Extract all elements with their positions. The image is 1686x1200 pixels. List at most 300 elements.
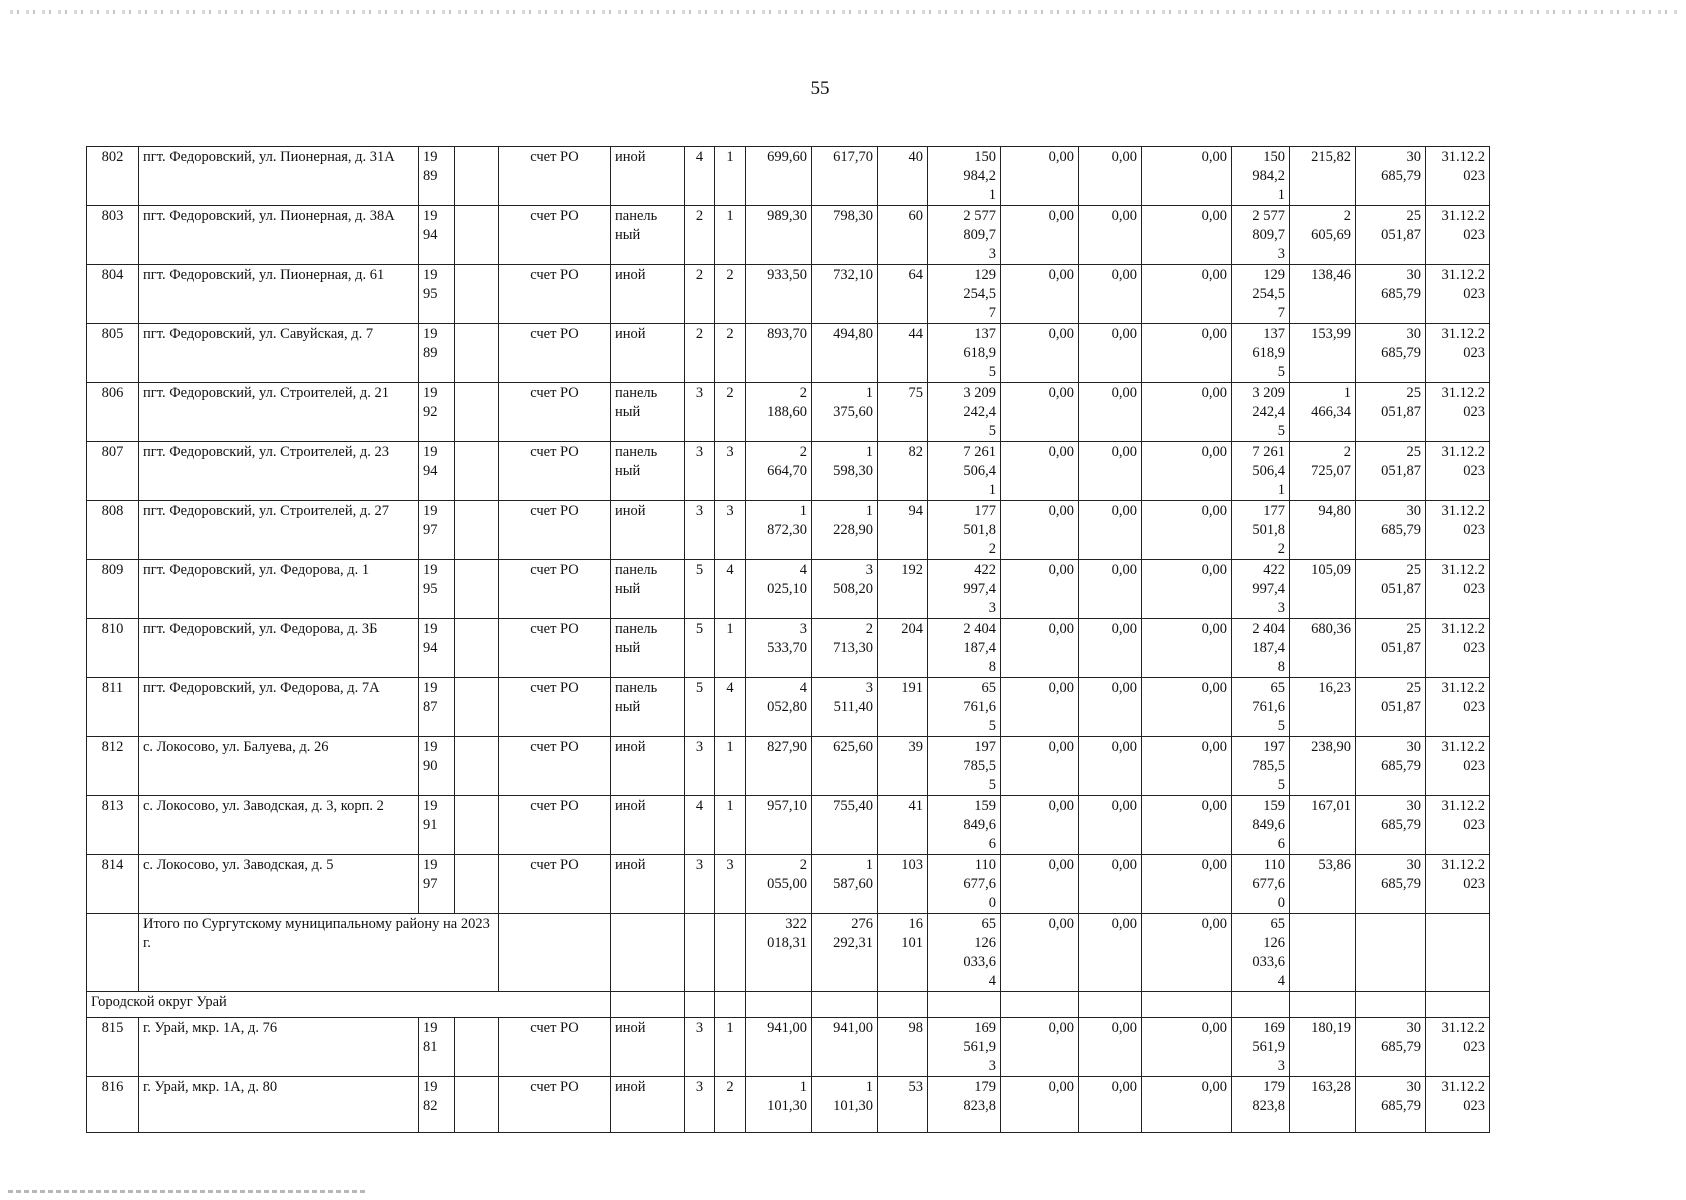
total-fund: 65 126 033,6 4 bbox=[1232, 914, 1290, 992]
owners-fund-cell: 110 677,6 0 bbox=[1232, 855, 1290, 914]
fund-3-cell: 0,00 bbox=[1142, 855, 1232, 914]
fund-2-cell: 0,00 bbox=[1079, 147, 1142, 206]
fund-method-cell: счет РО bbox=[499, 147, 611, 206]
address-cell: с. Локосово, ул. Балуева, д. 26 bbox=[139, 737, 419, 796]
cost-per-sqm-cell: 1 466,34 bbox=[1290, 383, 1356, 442]
fund-2-cell: 0,00 bbox=[1079, 737, 1142, 796]
owners-fund-cell: 3 209 242,4 5 bbox=[1232, 383, 1290, 442]
floors-cell: 2 bbox=[685, 324, 715, 383]
owners-fund-cell: 2 404 187,4 8 bbox=[1232, 619, 1290, 678]
residents-cell: 98 bbox=[878, 1018, 928, 1077]
residents-cell: 82 bbox=[878, 442, 928, 501]
fund-1-cell: 0,00 bbox=[1001, 737, 1079, 796]
repair-cost-cell: 2 404 187,4 8 bbox=[928, 619, 1001, 678]
fund-3-cell: 0,00 bbox=[1142, 560, 1232, 619]
fund-1-cell: 0,00 bbox=[1001, 1018, 1079, 1077]
total-area-cell: 957,10 bbox=[746, 796, 812, 855]
address-cell: пгт. Федоровский, ул. Строителей, д. 27 bbox=[139, 501, 419, 560]
fund-2-cell: 0,00 bbox=[1079, 501, 1142, 560]
cost-per-sqm-cell: 215,82 bbox=[1290, 147, 1356, 206]
housing-register-table bbox=[86, 146, 1490, 1133]
page-number: 55 bbox=[810, 78, 830, 99]
deadline-cell: 31.12.2 023 bbox=[1426, 619, 1490, 678]
entrances-cell: 3 bbox=[715, 501, 746, 560]
blank-cell bbox=[455, 324, 499, 383]
commission-year-cell: 19 94 bbox=[419, 619, 455, 678]
fund-method-cell: счет РО bbox=[499, 855, 611, 914]
fund-3-cell: 0,00 bbox=[1142, 737, 1232, 796]
fund-method-cell: счет РО bbox=[499, 501, 611, 560]
wall-material-cell: иной bbox=[611, 147, 685, 206]
table-row bbox=[87, 324, 1490, 383]
deadline-cell: 31.12.2 023 bbox=[1426, 678, 1490, 737]
table-body-uray bbox=[87, 1018, 1490, 1133]
cost-per-sqm-cell: 16,23 bbox=[1290, 678, 1356, 737]
owners-fund-cell: 177 501,8 2 bbox=[1232, 501, 1290, 560]
cost-per-sqm-cell: 167,01 bbox=[1290, 796, 1356, 855]
total-f3: 0,00 bbox=[1142, 914, 1232, 992]
floors-cell: 5 bbox=[685, 619, 715, 678]
living-area-cell: 1 228,90 bbox=[812, 501, 878, 560]
entrances-cell: 4 bbox=[715, 560, 746, 619]
total-area-cell: 933,50 bbox=[746, 265, 812, 324]
table-row bbox=[87, 1018, 1490, 1077]
commission-year-cell: 19 94 bbox=[419, 206, 455, 265]
fund-3-cell: 0,00 bbox=[1142, 265, 1232, 324]
max-cost-per-sqm-cell: 25 051,87 bbox=[1356, 678, 1426, 737]
cost-per-sqm-cell: 153,99 bbox=[1290, 324, 1356, 383]
entrances-cell: 2 bbox=[715, 324, 746, 383]
living-area-cell: 798,30 bbox=[812, 206, 878, 265]
blank-cell bbox=[455, 1018, 499, 1077]
fund-1-cell: 0,00 bbox=[1001, 206, 1079, 265]
living-area-cell: 1 375,60 bbox=[812, 383, 878, 442]
living-area-cell: 1 101,30 bbox=[812, 1077, 878, 1133]
total-area-cell: 3 533,70 bbox=[746, 619, 812, 678]
table-row bbox=[87, 678, 1490, 737]
blank-cell bbox=[455, 1077, 499, 1133]
repair-cost-cell: 159 849,6 6 bbox=[928, 796, 1001, 855]
fund-3-cell: 0,00 bbox=[1142, 1077, 1232, 1133]
repair-cost-cell: 177 501,8 2 bbox=[928, 501, 1001, 560]
fund-method-cell: счет РО bbox=[499, 737, 611, 796]
address-cell: г. Урай, мкр. 1А, д. 76 bbox=[139, 1018, 419, 1077]
total-area: 322 018,31 bbox=[746, 914, 812, 992]
wall-material-cell: иной bbox=[611, 855, 685, 914]
table-row bbox=[87, 206, 1490, 265]
scan-edge-artifact-top bbox=[10, 10, 1680, 14]
repair-cost-cell: 110 677,6 0 bbox=[928, 855, 1001, 914]
floors-cell: 2 bbox=[685, 265, 715, 324]
row-number-cell: 803 bbox=[87, 206, 139, 265]
deadline-cell: 31.12.2 023 bbox=[1426, 206, 1490, 265]
wall-material-cell: иной bbox=[611, 501, 685, 560]
commission-year-cell: 19 95 bbox=[419, 265, 455, 324]
repair-cost-cell: 2 577 809,7 3 bbox=[928, 206, 1001, 265]
floors-cell: 5 bbox=[685, 678, 715, 737]
wall-material-cell: панель ный bbox=[611, 442, 685, 501]
max-cost-per-sqm-cell: 25 051,87 bbox=[1356, 619, 1426, 678]
fund-1-cell: 0,00 bbox=[1001, 560, 1079, 619]
entrances-cell: 1 bbox=[715, 619, 746, 678]
repair-cost-cell: 3 209 242,4 5 bbox=[928, 383, 1001, 442]
total-area-cell: 827,90 bbox=[746, 737, 812, 796]
owners-fund-cell: 179 823,8 bbox=[1232, 1077, 1290, 1133]
fund-3-cell: 0,00 bbox=[1142, 796, 1232, 855]
row-number-cell: 802 bbox=[87, 147, 139, 206]
living-area-cell: 1 598,30 bbox=[812, 442, 878, 501]
wall-material-cell: иной bbox=[611, 324, 685, 383]
address-cell: пгт. Федоровский, ул. Пионерная, д. 61 bbox=[139, 265, 419, 324]
wall-material-cell: панель ный bbox=[611, 619, 685, 678]
repair-cost-cell: 7 261 506,4 1 bbox=[928, 442, 1001, 501]
cost-per-sqm-cell: 238,90 bbox=[1290, 737, 1356, 796]
fund-1-cell: 0,00 bbox=[1001, 501, 1079, 560]
row-number-cell: 809 bbox=[87, 560, 139, 619]
address-cell: г. Урай, мкр. 1А, д. 80 bbox=[139, 1077, 419, 1133]
table-body-surgut bbox=[87, 147, 1490, 914]
total-cost: 65 126 033,6 4 bbox=[928, 914, 1001, 992]
repair-cost-cell: 169 561,9 3 bbox=[928, 1018, 1001, 1077]
cost-per-sqm-cell: 680,36 bbox=[1290, 619, 1356, 678]
fund-method-cell: счет РО bbox=[499, 1077, 611, 1133]
repair-cost-cell: 65 761,6 5 bbox=[928, 678, 1001, 737]
cost-per-sqm-cell: 2 725,07 bbox=[1290, 442, 1356, 501]
owners-fund-cell: 422 997,4 3 bbox=[1232, 560, 1290, 619]
wall-material-cell: панель ный bbox=[611, 560, 685, 619]
entrances-cell: 1 bbox=[715, 206, 746, 265]
repair-cost-cell: 422 997,4 3 bbox=[928, 560, 1001, 619]
total-area-cell: 2 055,00 bbox=[746, 855, 812, 914]
commission-year-cell: 19 94 bbox=[419, 442, 455, 501]
blank-cell bbox=[455, 619, 499, 678]
table-row bbox=[87, 796, 1490, 855]
max-cost-per-sqm-cell: 25 051,87 bbox=[1356, 560, 1426, 619]
scan-edge-artifact-bottom bbox=[8, 1190, 368, 1193]
total-area-cell: 1 101,30 bbox=[746, 1077, 812, 1133]
floors-cell: 3 bbox=[685, 855, 715, 914]
floors-cell: 4 bbox=[685, 147, 715, 206]
living-area-cell: 625,60 bbox=[812, 737, 878, 796]
blank-cell bbox=[455, 383, 499, 442]
fund-method-cell: счет РО bbox=[499, 206, 611, 265]
row-number-cell: 813 bbox=[87, 796, 139, 855]
fund-method-cell: счет РО bbox=[499, 1018, 611, 1077]
residents-cell: 41 bbox=[878, 796, 928, 855]
floors-cell: 3 bbox=[685, 1018, 715, 1077]
entrances-cell: 1 bbox=[715, 147, 746, 206]
residents-cell: 64 bbox=[878, 265, 928, 324]
cost-per-sqm-cell: 94,80 bbox=[1290, 501, 1356, 560]
total-area-cell: 1 872,30 bbox=[746, 501, 812, 560]
table-body-totals bbox=[87, 914, 1490, 1018]
table-row bbox=[87, 442, 1490, 501]
table-row bbox=[87, 501, 1490, 560]
residents-cell: 94 bbox=[878, 501, 928, 560]
commission-year-cell: 19 91 bbox=[419, 796, 455, 855]
fund-method-cell: счет РО bbox=[499, 442, 611, 501]
max-cost-per-sqm-cell: 30 685,79 bbox=[1356, 855, 1426, 914]
deadline-cell: 31.12.2 023 bbox=[1426, 796, 1490, 855]
row-number-cell: 812 bbox=[87, 737, 139, 796]
fund-2-cell: 0,00 bbox=[1079, 796, 1142, 855]
deadline-cell: 31.12.2 023 bbox=[1426, 383, 1490, 442]
commission-year-cell: 19 92 bbox=[419, 383, 455, 442]
living-area-cell: 755,40 bbox=[812, 796, 878, 855]
owners-fund-cell: 2 577 809,7 3 bbox=[1232, 206, 1290, 265]
table-row bbox=[87, 1077, 1490, 1133]
fund-2-cell: 0,00 bbox=[1079, 442, 1142, 501]
total-living-area: 276 292,31 bbox=[812, 914, 878, 992]
deadline-cell: 31.12.2 023 bbox=[1426, 147, 1490, 206]
address-cell: пгт. Федоровский, ул. Пионерная, д. 38А bbox=[139, 206, 419, 265]
fund-method-cell: счет РО bbox=[499, 560, 611, 619]
entrances-cell: 1 bbox=[715, 796, 746, 855]
table-row bbox=[87, 265, 1490, 324]
cost-per-sqm-cell: 2 605,69 bbox=[1290, 206, 1356, 265]
fund-2-cell: 0,00 bbox=[1079, 324, 1142, 383]
fund-1-cell: 0,00 bbox=[1001, 855, 1079, 914]
table-row bbox=[87, 383, 1490, 442]
commission-year-cell: 19 89 bbox=[419, 324, 455, 383]
floors-cell: 3 bbox=[685, 383, 715, 442]
fund-1-cell: 0,00 bbox=[1001, 619, 1079, 678]
blank-cell bbox=[455, 265, 499, 324]
total-area-cell: 2 664,70 bbox=[746, 442, 812, 501]
cost-per-sqm-cell: 180,19 bbox=[1290, 1018, 1356, 1077]
section-row bbox=[87, 992, 1490, 1018]
commission-year-cell: 19 97 bbox=[419, 855, 455, 914]
max-cost-per-sqm-cell: 30 685,79 bbox=[1356, 501, 1426, 560]
floors-cell: 3 bbox=[685, 1077, 715, 1133]
residents-cell: 60 bbox=[878, 206, 928, 265]
address-cell: пгт. Федоровский, ул. Федорова, д. 7А bbox=[139, 678, 419, 737]
fund-2-cell: 0,00 bbox=[1079, 265, 1142, 324]
blank-cell bbox=[455, 737, 499, 796]
fund-method-cell: счет РО bbox=[499, 796, 611, 855]
fund-2-cell: 0,00 bbox=[1079, 1018, 1142, 1077]
floors-cell: 5 bbox=[685, 560, 715, 619]
fund-2-cell: 0,00 bbox=[1079, 206, 1142, 265]
max-cost-per-sqm-cell: 30 685,79 bbox=[1356, 147, 1426, 206]
address-cell: пгт. Федоровский, ул. Строителей, д. 23 bbox=[139, 442, 419, 501]
fund-1-cell: 0,00 bbox=[1001, 383, 1079, 442]
max-cost-per-sqm-cell: 30 685,79 bbox=[1356, 324, 1426, 383]
fund-2-cell: 0,00 bbox=[1079, 678, 1142, 737]
deadline-cell: 31.12.2 023 bbox=[1426, 442, 1490, 501]
max-cost-per-sqm-cell: 30 685,79 bbox=[1356, 1077, 1426, 1133]
repair-cost-cell: 150 984,2 1 bbox=[928, 147, 1001, 206]
repair-cost-cell: 129 254,5 7 bbox=[928, 265, 1001, 324]
fund-2-cell: 0,00 bbox=[1079, 619, 1142, 678]
row-number-cell: 806 bbox=[87, 383, 139, 442]
floors-cell: 2 bbox=[685, 206, 715, 265]
commission-year-cell: 19 81 bbox=[419, 1018, 455, 1077]
table-row bbox=[87, 147, 1490, 206]
section-title: Городской округ Урай bbox=[87, 992, 611, 1018]
fund-1-cell: 0,00 bbox=[1001, 796, 1079, 855]
total-residents: 16 101 bbox=[878, 914, 928, 992]
wall-material-cell: панель ный bbox=[611, 206, 685, 265]
cost-per-sqm-cell: 53,86 bbox=[1290, 855, 1356, 914]
fund-2-cell: 0,00 bbox=[1079, 383, 1142, 442]
floors-cell: 3 bbox=[685, 501, 715, 560]
residents-cell: 44 bbox=[878, 324, 928, 383]
commission-year-cell: 19 97 bbox=[419, 501, 455, 560]
address-cell: пгт. Федоровский, ул. Федорова, д. 3Б bbox=[139, 619, 419, 678]
total-area-cell: 941,00 bbox=[746, 1018, 812, 1077]
entrances-cell: 1 bbox=[715, 1018, 746, 1077]
floors-cell: 4 bbox=[685, 796, 715, 855]
cost-per-sqm-cell: 138,46 bbox=[1290, 265, 1356, 324]
living-area-cell: 494,80 bbox=[812, 324, 878, 383]
table-row bbox=[87, 619, 1490, 678]
residents-cell: 191 bbox=[878, 678, 928, 737]
address-cell: с. Локосово, ул. Заводская, д. 3, корп. 2 bbox=[139, 796, 419, 855]
row-number-cell: 810 bbox=[87, 619, 139, 678]
fund-3-cell: 0,00 bbox=[1142, 442, 1232, 501]
fund-2-cell: 0,00 bbox=[1079, 560, 1142, 619]
address-cell: пгт. Федоровский, ул. Савуйская, д. 7 bbox=[139, 324, 419, 383]
deadline-cell: 31.12.2 023 bbox=[1426, 324, 1490, 383]
max-cost-per-sqm-cell: 30 685,79 bbox=[1356, 796, 1426, 855]
cost-per-sqm-cell: 163,28 bbox=[1290, 1077, 1356, 1133]
commission-year-cell: 19 90 bbox=[419, 737, 455, 796]
floors-cell: 3 bbox=[685, 737, 715, 796]
living-area-cell: 617,70 bbox=[812, 147, 878, 206]
floors-cell: 3 bbox=[685, 442, 715, 501]
total-blank bbox=[87, 914, 139, 992]
fund-1-cell: 0,00 bbox=[1001, 147, 1079, 206]
deadline-cell: 31.12.2 023 bbox=[1426, 737, 1490, 796]
living-area-cell: 3 508,20 bbox=[812, 560, 878, 619]
repair-cost-cell: 179 823,8 bbox=[928, 1077, 1001, 1133]
fund-3-cell: 0,00 bbox=[1142, 1018, 1232, 1077]
max-cost-per-sqm-cell: 25 051,87 bbox=[1356, 442, 1426, 501]
total-label: Итого по Сургутскому муниципальному району на 2023 г. bbox=[139, 914, 499, 992]
blank-cell bbox=[455, 206, 499, 265]
address-cell: пгт. Федоровский, ул. Строителей, д. 21 bbox=[139, 383, 419, 442]
wall-material-cell: иной bbox=[611, 796, 685, 855]
total-area-cell: 989,30 bbox=[746, 206, 812, 265]
owners-fund-cell: 159 849,6 6 bbox=[1232, 796, 1290, 855]
deadline-cell: 31.12.2 023 bbox=[1426, 855, 1490, 914]
blank-cell bbox=[455, 796, 499, 855]
max-cost-per-sqm-cell: 30 685,79 bbox=[1356, 737, 1426, 796]
max-cost-per-sqm-cell: 25 051,87 bbox=[1356, 206, 1426, 265]
fund-2-cell: 0,00 bbox=[1079, 1077, 1142, 1133]
wall-material-cell: панель ный bbox=[611, 678, 685, 737]
residents-cell: 53 bbox=[878, 1077, 928, 1133]
entrances-cell: 2 bbox=[715, 383, 746, 442]
living-area-cell: 2 713,30 bbox=[812, 619, 878, 678]
row-number-cell: 811 bbox=[87, 678, 139, 737]
commission-year-cell: 19 89 bbox=[419, 147, 455, 206]
row-number-cell: 815 bbox=[87, 1018, 139, 1077]
fund-1-cell: 0,00 bbox=[1001, 265, 1079, 324]
total-row bbox=[87, 914, 1490, 992]
address-cell: пгт. Федоровский, ул. Пионерная, д. 31А bbox=[139, 147, 419, 206]
wall-material-cell: иной bbox=[611, 265, 685, 324]
fund-method-cell: счет РО bbox=[499, 678, 611, 737]
address-cell: пгт. Федоровский, ул. Федорова, д. 1 bbox=[139, 560, 419, 619]
owners-fund-cell: 197 785,5 5 bbox=[1232, 737, 1290, 796]
fund-method-cell: счет РО bbox=[499, 619, 611, 678]
max-cost-per-sqm-cell: 30 685,79 bbox=[1356, 1018, 1426, 1077]
wall-material-cell: иной bbox=[611, 1077, 685, 1133]
entrances-cell: 1 bbox=[715, 737, 746, 796]
owners-fund-cell: 150 984,2 1 bbox=[1232, 147, 1290, 206]
fund-3-cell: 0,00 bbox=[1142, 206, 1232, 265]
living-area-cell: 3 511,40 bbox=[812, 678, 878, 737]
max-cost-per-sqm-cell: 25 051,87 bbox=[1356, 383, 1426, 442]
residents-cell: 39 bbox=[878, 737, 928, 796]
owners-fund-cell: 65 761,6 5 bbox=[1232, 678, 1290, 737]
fund-3-cell: 0,00 bbox=[1142, 383, 1232, 442]
deadline-cell: 31.12.2 023 bbox=[1426, 1018, 1490, 1077]
fund-method-cell: счет РО bbox=[499, 265, 611, 324]
fund-3-cell: 0,00 bbox=[1142, 678, 1232, 737]
row-number-cell: 816 bbox=[87, 1077, 139, 1133]
residents-cell: 103 bbox=[878, 855, 928, 914]
table-row bbox=[87, 855, 1490, 914]
table-row bbox=[87, 560, 1490, 619]
row-number-cell: 805 bbox=[87, 324, 139, 383]
fund-1-cell: 0,00 bbox=[1001, 324, 1079, 383]
fund-1-cell: 0,00 bbox=[1001, 678, 1079, 737]
fund-1-cell: 0,00 bbox=[1001, 442, 1079, 501]
total-area-cell: 2 188,60 bbox=[746, 383, 812, 442]
repair-cost-cell: 197 785,5 5 bbox=[928, 737, 1001, 796]
entrances-cell: 3 bbox=[715, 442, 746, 501]
wall-material-cell: иной bbox=[611, 1018, 685, 1077]
row-number-cell: 808 bbox=[87, 501, 139, 560]
residents-cell: 204 bbox=[878, 619, 928, 678]
residents-cell: 75 bbox=[878, 383, 928, 442]
entrances-cell: 4 bbox=[715, 678, 746, 737]
owners-fund-cell: 7 261 506,4 1 bbox=[1232, 442, 1290, 501]
blank-cell bbox=[455, 855, 499, 914]
fund-method-cell: счет РО bbox=[499, 324, 611, 383]
row-number-cell: 814 bbox=[87, 855, 139, 914]
table-row bbox=[87, 737, 1490, 796]
blank-cell bbox=[455, 442, 499, 501]
total-area-cell: 893,70 bbox=[746, 324, 812, 383]
repair-cost-cell: 137 618,9 5 bbox=[928, 324, 1001, 383]
blank-cell bbox=[455, 147, 499, 206]
owners-fund-cell: 137 618,9 5 bbox=[1232, 324, 1290, 383]
fund-2-cell: 0,00 bbox=[1079, 855, 1142, 914]
wall-material-cell: иной bbox=[611, 737, 685, 796]
total-area-cell: 699,60 bbox=[746, 147, 812, 206]
fund-3-cell: 0,00 bbox=[1142, 501, 1232, 560]
cost-per-sqm-cell: 105,09 bbox=[1290, 560, 1356, 619]
entrances-cell: 3 bbox=[715, 855, 746, 914]
fund-1-cell: 0,00 bbox=[1001, 1077, 1079, 1133]
living-area-cell: 1 587,60 bbox=[812, 855, 878, 914]
wall-material-cell: панель ный bbox=[611, 383, 685, 442]
blank-cell bbox=[455, 560, 499, 619]
address-cell: с. Локосово, ул. Заводская, д. 5 bbox=[139, 855, 419, 914]
entrances-cell: 2 bbox=[715, 1077, 746, 1133]
owners-fund-cell: 129 254,5 7 bbox=[1232, 265, 1290, 324]
row-number-cell: 804 bbox=[87, 265, 139, 324]
fund-3-cell: 0,00 bbox=[1142, 324, 1232, 383]
living-area-cell: 732,10 bbox=[812, 265, 878, 324]
deadline-cell: 31.12.2 023 bbox=[1426, 1077, 1490, 1133]
living-area-cell: 941,00 bbox=[812, 1018, 878, 1077]
deadline-cell: 31.12.2 023 bbox=[1426, 265, 1490, 324]
